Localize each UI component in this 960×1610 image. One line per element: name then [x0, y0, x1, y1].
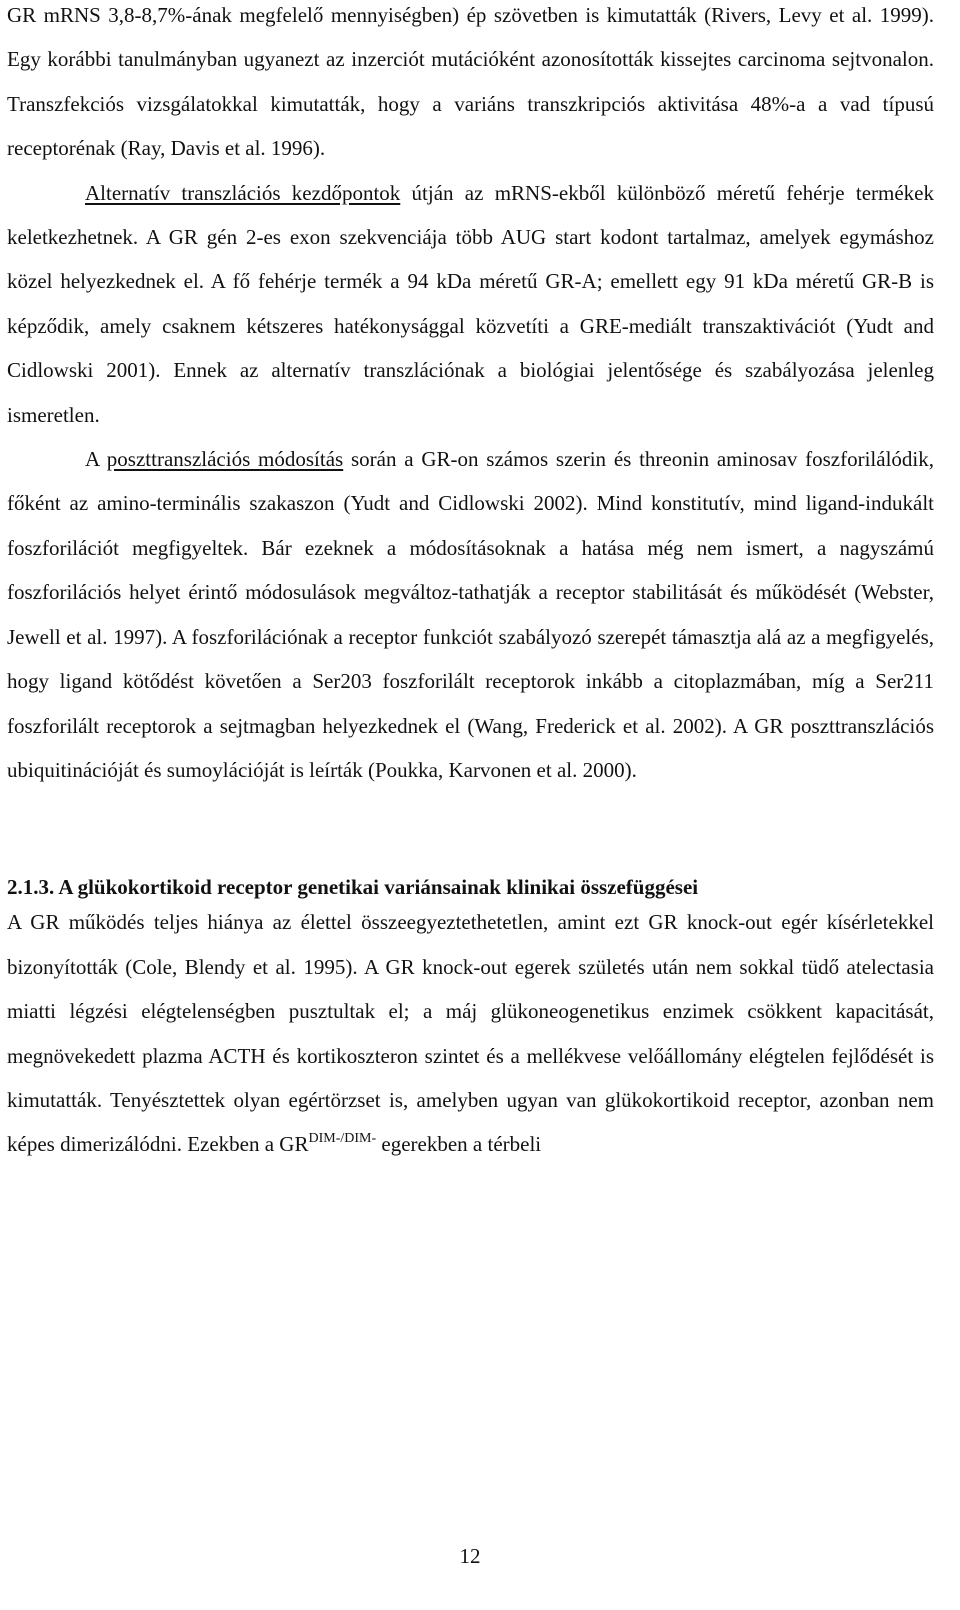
paragraph-3	[7, 437, 934, 792]
paragraph-4-tail: egerekben a térbeli	[376, 1132, 542, 1157]
superscript-dim: DIM-/DIM-	[308, 1131, 377, 1147]
paragraph-3-text: során a GR-on számos szerin és threonin aminosav foszforilálódik, főként az amino-terminális szakaszon (Yudt and Cidlowski 2002). Mind konstitutív, mind ligand-indukált foszforilációt megfigyeltek. Bár ezeknek a módosításoknak a hatása még nem ismert, a nagyszámú foszforilációs helyet érintő módosulások megváltoz-tathatják a receptor stabilitását és működését (Webster, Jewell et al. 1997). A foszforilációnak a receptor funkciót szabályozó szerepét támasztja alá az a megfigyelés, hogy ligand kötődést követően a Ser203 foszforilált receptorok inkább a citoplazmában, míg a Ser211 foszforilált receptorok a sejtmagban helyezkednek el (Wang, Frederick et al. 2002). A GR poszttranszlációs ubiquitinációját és sumoylációját is leírták (Poukka, Karvonen et al. 2000).	[7, 447, 934, 782]
paragraph-2-text: útján az mRNS-ekből különböző méretű fehérje termékek keletkezhetnek. A GR gén 2-es exon szekvenciája több AUG start kodont tartalmaz, amelyek egymáshoz közel helyezkednek el. A fő fehérje termék a 94 kDa méretű GR-A; emellett egy 91 kDa méretű GR-B is képződik, amely csaknem kétszeres hatékonysággal közvetíti a GRE-mediált transzaktivációt (Yudt and Cidlowski 2001). Ennek az alternatív transzlációnak a biológiai jelentősége és szabályozása jelenleg ismeretlen.	[7, 180, 934, 427]
section-heading: 2.1.3. A glükokortikoid receptor genetikai variánsainak klinikai összefüggései	[7, 875, 699, 900]
paragraph-1-text: GR mRNS 3,8-8,7%-ának megfelelő mennyiségben) ép szövetben is kimutatták (Rivers, Levy et al. 1999). Egy korábbi tanulmányban ugyanezt az inzerciót mutációként azonosították kissejtes carcinoma sejtvonalon. Transzfekciós vizsgálatokkal kimutatták, hogy a variáns transzkripciós aktivitása 48%-a a vad típusú receptorénak (Ray, Davis et al. 1996).	[7, 3, 934, 161]
page-number: 12	[459, 1544, 481, 1568]
document-page	[7, 0, 934, 1167]
paragraph-3-lead: A	[85, 447, 107, 472]
paragraph-2	[7, 171, 934, 437]
underlined-term-posttranslational-modification: poszttranszlációs módosítás	[106, 447, 344, 472]
section-spacer	[7, 792, 934, 868]
underlined-term-alternative-translation: Alternatív transzlációs kezdőpontok	[85, 180, 401, 205]
paragraph-1	[7, 0, 934, 171]
paragraph-4	[7, 900, 934, 1166]
paragraph-4-text: A GR működés teljes hiánya az élettel összeegyeztethetetlen, amint ezt GR knock-out egér kísérletekkel bizonyították (Cole, Blendy et al. 1995). A GR knock-out egerek születés után nem sokkal tüdő atelectasia miatti légzési elégtelenségben pusztultak el; a máj glükoneogenetikus enzimek csökkent kapacitását, megnövekedett plazma ACTH és kortikoszteron szintet és a mellékvese velőállomány elégtelen fejlődését is kimutatták. Tenyésztettek olyan egértörzset is, amelyben ugyan van glükokortikoid receptor, azonban nem képes dimerizálódni. Ezekben a GR	[7, 910, 934, 1157]
